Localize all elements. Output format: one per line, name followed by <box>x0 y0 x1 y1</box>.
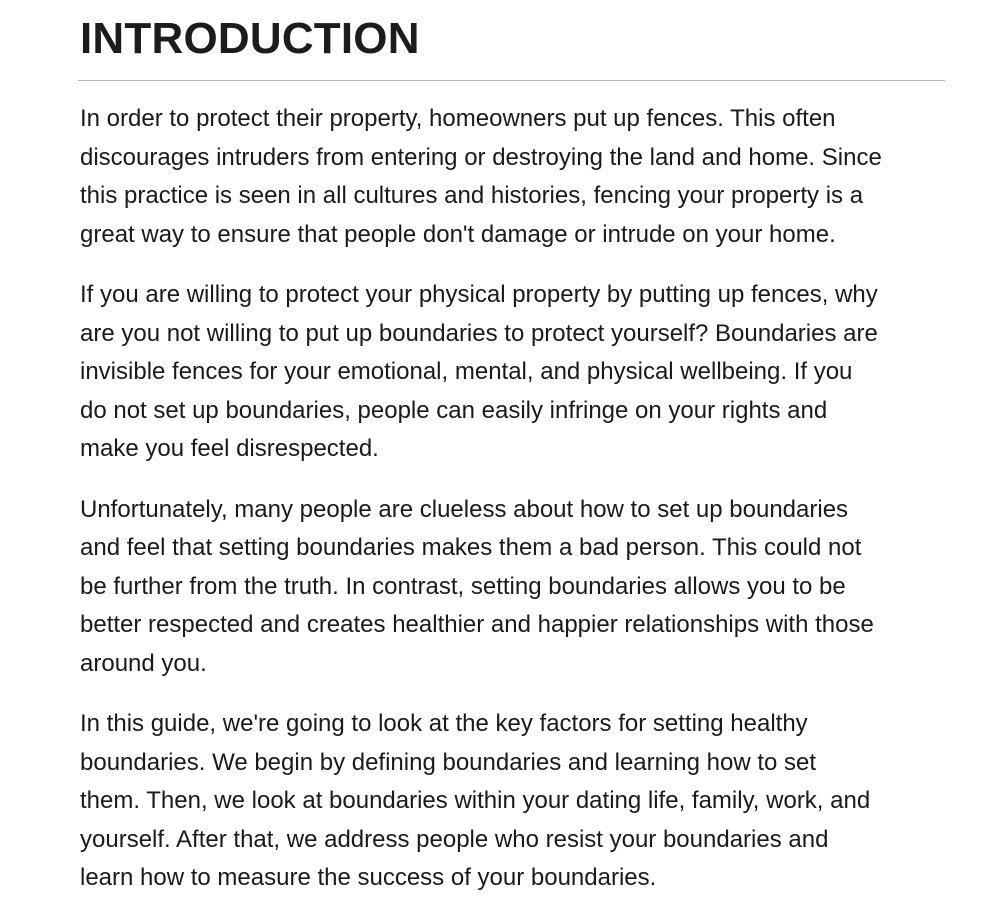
paragraph-line: If you are willing to protect your physical property by putting up fences, why <box>80 281 878 308</box>
paragraph-line: them. Then, we look at boundaries within your dating life, family, work, and <box>80 787 871 814</box>
paragraph-line: great way to ensure that people don't damage or intrude on your home. <box>80 220 836 248</box>
paragraph-4 <box>80 705 950 898</box>
paragraph-line: and feel that setting boundaries makes them a bad person. This could not <box>80 534 862 561</box>
page-title: INTRODUCTION <box>80 14 420 63</box>
paragraph-line: Unfortunately, many people are clueless about how to set up boundaries <box>80 495 849 523</box>
paragraph-line: better respected and creates healthier and happier relationships with those <box>80 611 874 638</box>
title-divider <box>78 80 945 81</box>
paragraph-line: make you feel disrespected. <box>80 435 379 462</box>
paragraph-line: this practice is seen in all cultures and histories, fencing your property is a <box>80 182 864 209</box>
paragraph-line: around you. <box>80 649 207 677</box>
paragraph-line: invisible fences for your emotional, mental, and physical wellbeing. If you <box>80 358 853 385</box>
paragraph-line: learn how to measure the success of your boundaries. <box>80 864 657 891</box>
paragraph-line: boundaries. We begin by defining boundaries and learning how to set <box>80 748 817 776</box>
paragraph-2 <box>80 276 950 469</box>
paragraph-line: In order to protect their property, homeowners put up fences. This often <box>80 105 836 132</box>
paragraph-line: In this guide, we're going to look at the key factors for setting healthy <box>80 710 808 737</box>
paragraph-line: be further from the truth. In contrast, setting boundaries allows you to be <box>80 572 846 600</box>
paragraph-line: are you not willing to put up boundaries to protect yourself? Boundaries are <box>80 319 878 347</box>
paragraph-line: discourages intruders from entering or destroying the land and home. Since <box>80 143 882 171</box>
paragraph-line: do not set up boundaries, people can easily infringe on your rights and <box>80 396 828 424</box>
paragraph-3 <box>80 491 950 684</box>
paragraph-1 <box>80 100 950 254</box>
paragraph-line: yourself. After that, we address people who resist your boundaries and <box>80 825 829 853</box>
body-text <box>80 100 950 920</box>
